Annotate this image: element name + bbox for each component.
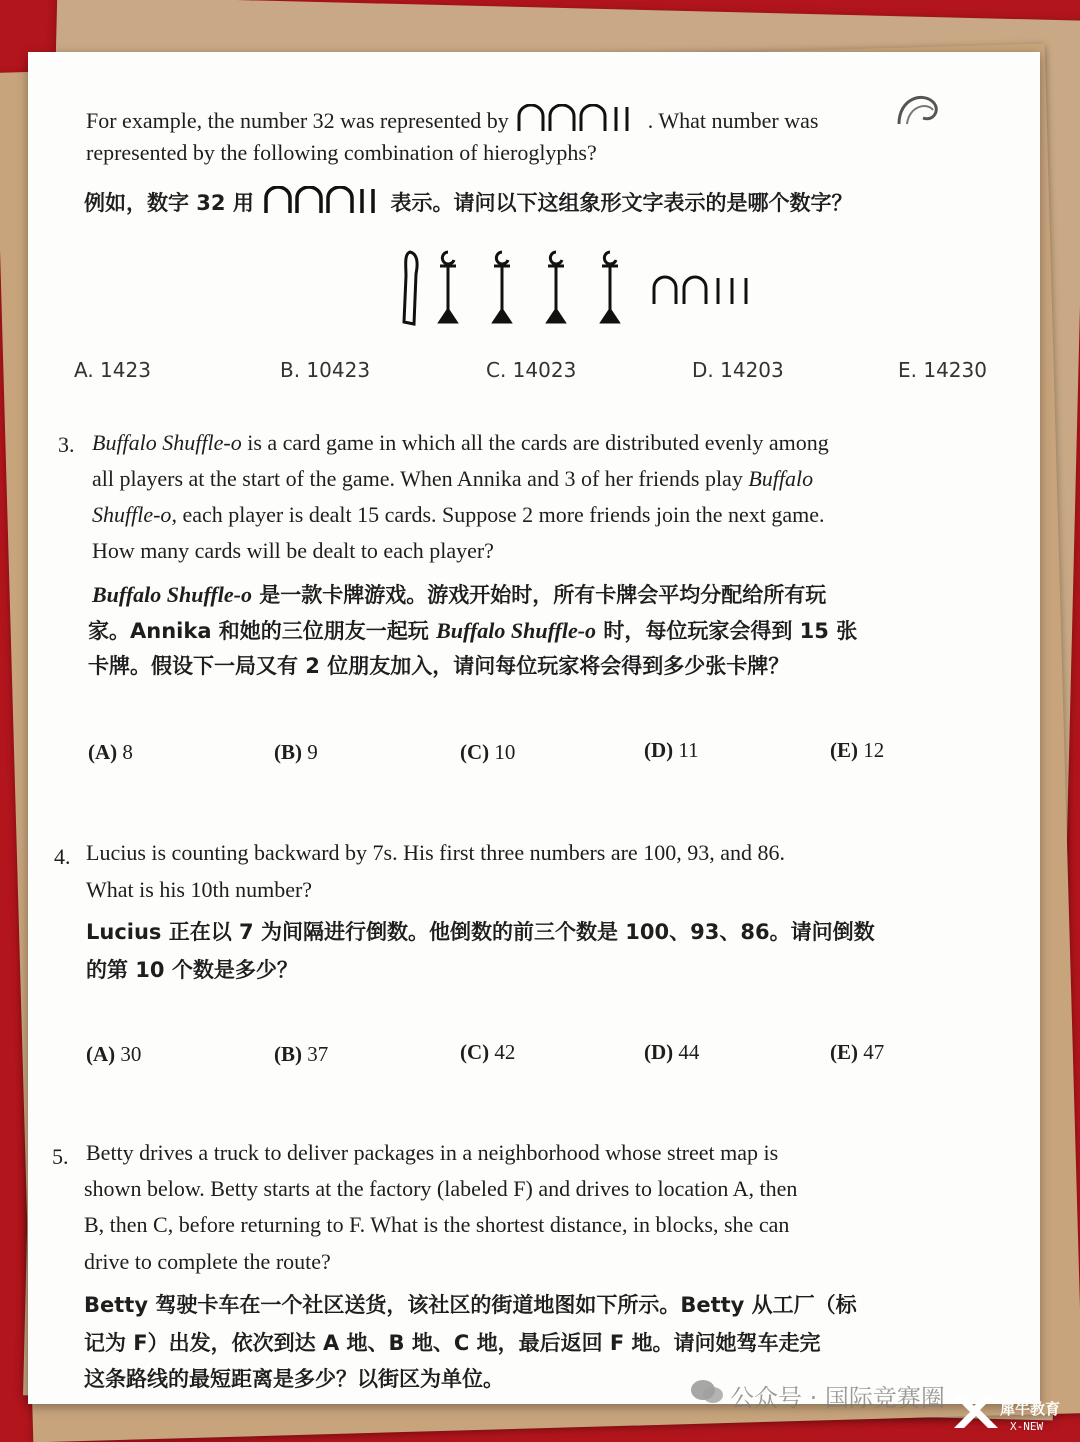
- q5-cn-line3: 这条路线的最短距离是多少？以街区为单位。: [84, 1367, 504, 1391]
- q4-option-b[interactable]: (B) 37: [274, 1042, 329, 1066]
- q5-en-line2: shown below. Betty starts at the factory (labeled F) and drives to location A, then: [84, 1176, 798, 1201]
- hieroglyph-32-cn-icon: [263, 186, 381, 214]
- q4-cn-line1: Lucius 正在以 7 为间隔进行倒数。他倒数的前三个数是 100、93、86。请问倒数: [86, 920, 875, 944]
- q2-option-c[interactable]: C. 14023: [486, 358, 577, 382]
- q5-cn-line1: Betty 驾驶卡车在一个社区送货，该社区的街道地图如下所示。Betty 从工厂（标: [84, 1293, 857, 1317]
- q5-en-line4: drive to complete the route?: [84, 1249, 331, 1274]
- q4-option-e[interactable]: (E) 47: [830, 1040, 885, 1064]
- q2-en-line2: represented by the following combination of hieroglyphs?: [86, 140, 597, 165]
- q3-option-a[interactable]: (A) 8: [88, 740, 133, 764]
- q3-option-e[interactable]: (E) 12: [830, 738, 885, 762]
- q2-cn-line: 例如，数字 32 用 表示。请问以下这组象形文字表示的是哪个数字？: [84, 186, 852, 214]
- q5-number: 5.: [52, 1144, 69, 1169]
- paperclip-icon: [893, 88, 953, 128]
- hieroglyph-combination-icon: [396, 246, 760, 330]
- q3-en-line1: Buffalo Shuffle-o is a card game in which all the cards are distributed evenly among: [92, 430, 829, 455]
- q4-option-a[interactable]: (A) 30: [86, 1042, 142, 1066]
- q4-en-line1: Lucius is counting backward by 7s. His first three numbers are 100, 93, and 86.: [86, 840, 785, 865]
- q3-option-b[interactable]: (B) 9: [274, 740, 318, 764]
- q2-option-a[interactable]: A. 1423: [74, 358, 151, 382]
- wechat-icon: [690, 1378, 724, 1406]
- q3-en-line3: Shuffle-o, each player is dealt 15 cards. Suppose 2 more friends join the next game.: [92, 502, 825, 527]
- q3-number: 3.: [58, 432, 75, 457]
- q4-en-line2: What is his 10th number?: [86, 877, 313, 902]
- q2-option-b[interactable]: B. 10423: [280, 358, 371, 382]
- q3-cn-line1: Buffalo Shuffle-o 是一款卡牌游戏。游戏开始时，所有卡牌会平均分配给所有玩: [92, 582, 827, 607]
- q2-option-e[interactable]: E. 14230: [898, 358, 987, 382]
- q5-cn-line2: 记为 F）出发，依次到达 A 地、B 地、C 地，最后返回 F 地。请问她驾车走完: [84, 1331, 821, 1355]
- q4-number: 4.: [54, 844, 71, 869]
- q3-cn-line2: 家。Annika 和她的三位朋友一起玩 Buffalo Shuffle-o 时，每位玩家会得到 15 张: [88, 618, 858, 643]
- q2-en-line1: For example, the number 32 was represented by . What number was: [86, 104, 818, 132]
- q3-option-d[interactable]: (D) 11: [644, 738, 699, 762]
- q4-option-d[interactable]: (D) 44: [644, 1040, 700, 1064]
- logo-text: 犀牛教育: [1000, 1400, 1061, 1418]
- q4-cn-line2: 的第 10 个数是多少？: [86, 958, 298, 982]
- hieroglyph-32-icon: [516, 104, 640, 132]
- q3-en-line4: How many cards will be dealt to each player?: [92, 538, 494, 563]
- q3-cn-line3: 卡牌。假设下一局又有 2 位朋友加入，请问每位玩家将会得到多少张卡牌？: [88, 654, 790, 678]
- q5-en-line3: B, then C, before returning to F. What is the shortest distance, in blocks, she can: [84, 1212, 790, 1237]
- q5-en-line1: Betty drives a truck to deliver packages in a neighborhood whose street map is: [86, 1140, 779, 1165]
- watermark-text: 公众号 · 国际竞赛圈: [730, 1384, 945, 1412]
- rhino-logo-icon: [950, 1392, 1000, 1432]
- q4-option-c[interactable]: (C) 42: [460, 1040, 516, 1064]
- q3-en-line2: all players at the start of the game. When Annika and 3 of her friends play Buffalo: [92, 466, 814, 491]
- q2-option-d[interactable]: D. 14203: [692, 358, 784, 382]
- q3-option-c[interactable]: (C) 10: [460, 740, 516, 764]
- logo-subtext: X-NEW: [1010, 1420, 1044, 1433]
